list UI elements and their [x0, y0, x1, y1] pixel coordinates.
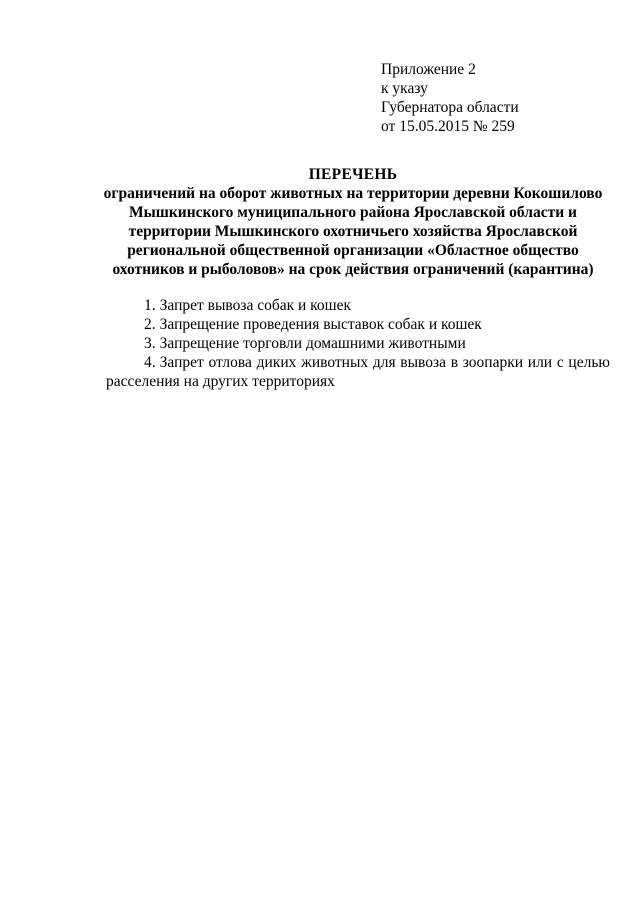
list-item	[106, 296, 610, 315]
item-text: Запрет вывоза собак и кошек	[159, 297, 352, 314]
list-item	[106, 315, 610, 334]
item-number: 1.	[144, 297, 156, 314]
title-subtitle-line: Мышкинского муниципального района Ярославской области и	[129, 204, 577, 221]
restrictions-list	[106, 296, 610, 391]
title-subtitle-line: ограничений на оборот животных на территории деревни Кокошилово	[103, 185, 603, 202]
title-subtitle-line: охотников и рыболовов» на срок действия ограничений (карантина)	[112, 261, 594, 278]
appendix-line: Губернатора области	[381, 99, 519, 116]
appendix-line: к указу	[381, 80, 428, 97]
item-text: Запрет отлова диких животных для вывоза в зоопарки или с целью расселения на других территориях	[106, 354, 610, 390]
item-number: 3.	[144, 335, 156, 352]
list-item	[106, 353, 610, 391]
item-number: 2.	[144, 316, 156, 333]
list-item	[106, 334, 610, 353]
title-subtitle-line: региональной общественной организации «Областное общество	[127, 242, 579, 259]
appendix-line: от 15.05.2015 № 259	[381, 118, 515, 135]
appendix-line: Приложение 2	[381, 61, 476, 78]
title-subtitle-line: территории Мышкинского охотничьего хозяйства Ярославской	[128, 223, 578, 240]
item-number: 4.	[144, 354, 156, 371]
document-title	[96, 165, 610, 279]
item-text: Запрещение проведения выставок собак и кошек	[159, 316, 482, 333]
title-heading: ПЕРЕЧЕНЬ	[308, 166, 398, 183]
item-text: Запрещение торговли домашними животными	[159, 335, 466, 352]
appendix-reference	[381, 60, 621, 136]
